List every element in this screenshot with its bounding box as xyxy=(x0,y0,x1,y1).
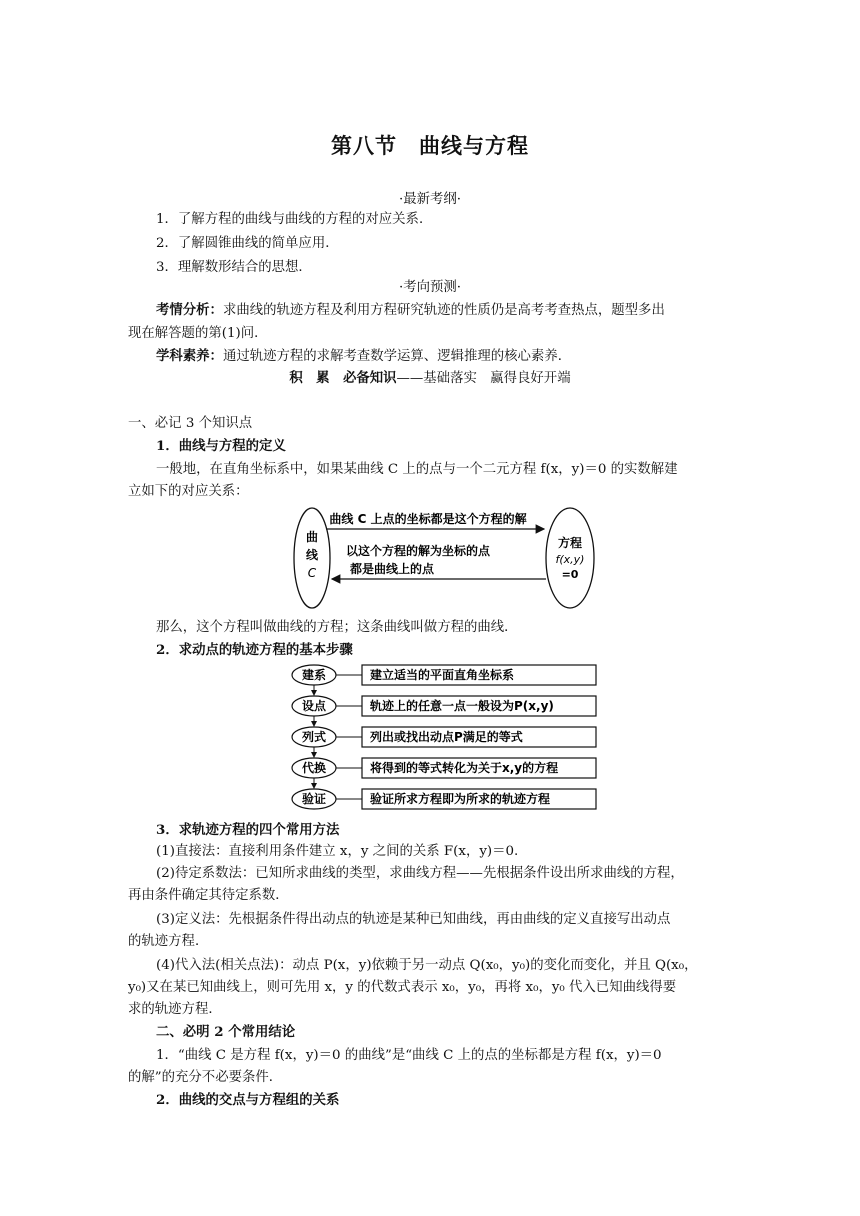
step-name: 列式 xyxy=(301,730,327,744)
forecast-heading: ·考向预测· xyxy=(398,280,462,295)
syllabus-item: 2．了解圆锥曲线的简单应用． xyxy=(156,236,339,251)
method-4: (4)代入法(相关点法)：动点 P(x，y)依赖于另一动点 Q(x₀，y₀)的变化而变化，并且 Q(x₀， xyxy=(156,958,698,973)
forecast-analysis xyxy=(156,300,665,321)
syllabus-item: 1．了解方程的曲线与曲线的方程的对应关系． xyxy=(156,212,433,227)
step-description: 列出或找出动点P满足的等式 xyxy=(370,730,523,744)
forecast-literacy xyxy=(156,346,571,367)
equation-formula: f(x,y) xyxy=(555,553,585,566)
curve-equation-diagram xyxy=(290,503,602,613)
curve-char: C xyxy=(307,566,317,580)
step-name: 代换 xyxy=(301,761,327,775)
syllabus-heading: ·最新考纲· xyxy=(398,192,462,207)
step-name: 设点 xyxy=(301,699,327,713)
backward-arrow-label: 以这个方程的解为坐标的点 xyxy=(345,544,491,558)
steps-group xyxy=(292,665,596,809)
curve-char: 线 xyxy=(305,548,319,562)
conclusion-1: 1．“曲线 C 是方程 f(x，y)＝0 的曲线”是“曲线 C 上的点的坐标都是方程 f(x，y)＝0 xyxy=(156,1048,662,1063)
sub-heading-1: 1．曲线与方程的定义 xyxy=(156,438,286,454)
analysis-label: 考情分析： xyxy=(156,302,223,318)
locus-steps-flowchart xyxy=(288,660,600,815)
analysis-text: 求曲线的轨迹方程及利用方程研究轨迹的性质仍是高考考查热点，题型多出 xyxy=(222,303,665,318)
method-2: (2)待定系数法：已知所求曲线的类型，求曲线方程——先根据条件设出所求曲线的方程， xyxy=(156,866,684,881)
section2-heading: 二、必明 2 个常用结论 xyxy=(156,1024,296,1040)
method-3: (3)定义法：先根据条件得出动点的轨迹是某种已知曲线，再由曲线的定义直接写出动点 xyxy=(156,912,671,927)
paragraph: 一般地，在直角坐标系中，如果某曲线 C 上的点与一个二元方程 f(x，y)＝0 的实数解建 xyxy=(156,462,678,477)
step-description: 验证所求方程即为所求的轨迹方程 xyxy=(370,792,551,806)
step-description: 轨迹上的任意一点一般设为P(x,y) xyxy=(370,699,554,713)
step-description: 建立适当的平面直角坐标系 xyxy=(370,668,515,682)
sub-heading-2: 2．求动点的轨迹方程的基本步骤 xyxy=(156,642,353,658)
banner-rest: ——基础落实 赢得良好开端 xyxy=(396,371,571,386)
paragraph: 立如下的对应关系： xyxy=(128,484,249,499)
forward-arrow-label: 曲线 C 上点的坐标都是这个方程的解 xyxy=(329,512,527,526)
sub-heading-3: 3．求轨迹方程的四个常用方法 xyxy=(156,822,340,838)
step-name: 建系 xyxy=(301,668,327,682)
backward-arrow-label: 都是曲线上的点 xyxy=(349,562,435,576)
conclusion-2: 2．曲线的交点与方程组的关系 xyxy=(156,1092,340,1108)
equation-formula: =0 xyxy=(561,568,579,581)
method-4-cont: y₀)又在某已知曲线上，则可先用 x，y 的代数式表示 x₀，y₀，再将 x₀，y₀ 代入已知曲线得要 xyxy=(128,980,677,995)
literacy-text: 通过轨迹方程的求解考查数学运算、逻辑推理的核心素养． xyxy=(222,349,572,364)
forecast-analysis-cont: 现在解答题的第(1)问． xyxy=(128,326,268,341)
method-1: (1)直接法：直接利用条件建立 x，y 之间的关系 F(x，y)＝0. xyxy=(156,844,519,859)
banner-bold: 积 累 必备知识 xyxy=(289,370,397,386)
literacy-label: 学科素养： xyxy=(156,348,223,364)
section1-heading: 一、必记 3 个知识点 xyxy=(128,416,253,431)
method-4-cont: 求的轨迹方程． xyxy=(128,1002,222,1017)
step-description: 将得到的等式转化为关于x,y的方程 xyxy=(370,761,559,775)
banner xyxy=(0,368,860,389)
paragraph: 那么，这个方程叫做曲线的方程；这条曲线叫做方程的曲线． xyxy=(156,620,518,635)
page-title: 第八节 曲线与方程 xyxy=(331,133,529,158)
conclusion-1-cont: 的解”的充分不必要条件． xyxy=(128,1070,283,1085)
method-2-cont: 再由条件确定其待定系数． xyxy=(128,888,289,903)
curve-char: 曲 xyxy=(305,530,319,544)
method-3-cont: 的轨迹方程． xyxy=(128,934,209,949)
equation-label: 方程 xyxy=(557,536,583,550)
step-name: 验证 xyxy=(301,792,327,806)
syllabus-item: 3．理解数形结合的思想． xyxy=(156,260,312,275)
